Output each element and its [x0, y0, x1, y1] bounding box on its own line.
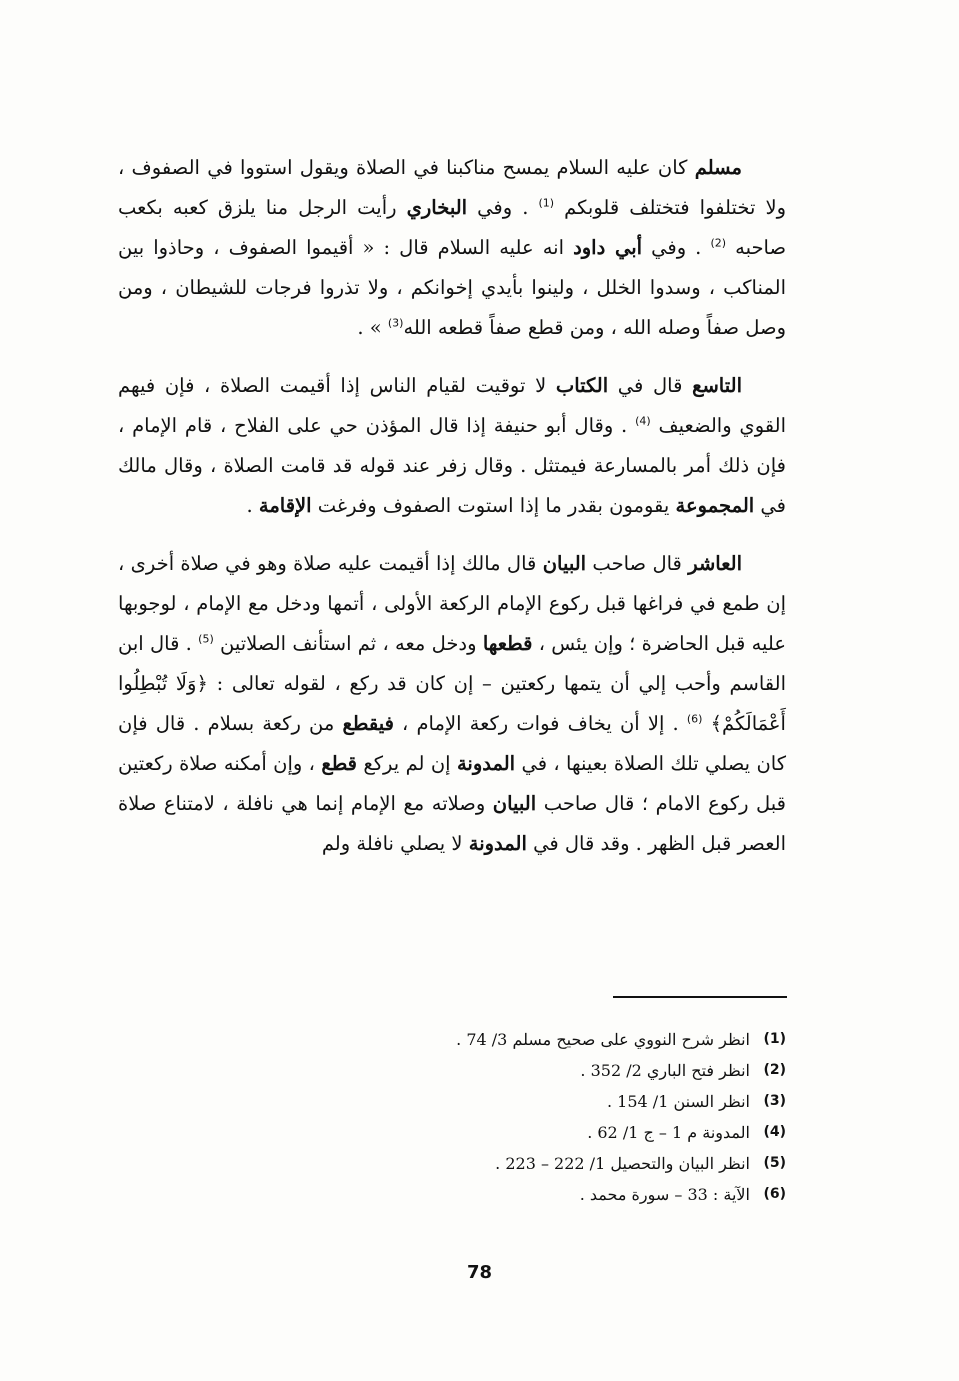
bold-keyword: فيقطع: [342, 712, 394, 735]
text-run: .: [246, 494, 259, 517]
footnote-marker: (2): [710, 236, 727, 250]
bold-keyword: التاسع: [692, 374, 742, 397]
footnote-separator: [613, 996, 787, 998]
footnote-marker: (1): [538, 196, 555, 210]
text-run: ودخل معه ، ثم استأنف الصلاتين: [213, 632, 483, 655]
footnote-number: (3): [763, 1093, 786, 1109]
text-run: قال في: [608, 374, 693, 397]
footnote-text: انظر السنن 1/ 154 .: [606, 1092, 750, 1111]
bold-keyword: المدونة: [468, 832, 527, 855]
text-run: انه عليه السلام قال : « أقيموا الصفوف ، وحاذوا بين المناكب ، وسدوا الخلل ، ولينوا بأيدي إخوانكم ، ولا تذروا فرجات للشيطان ، ومن وصل صفاً وصله الله ، ومن قطع صفاً قطعه الله: [118, 236, 786, 339]
footnote-item: [380, 1148, 786, 1179]
footnote-marker: (5): [198, 632, 214, 646]
text-run: قال صاحب: [586, 552, 689, 575]
text-run: . وقال أبو حنيفة إذا قال المؤذن حي على الفلاح ، قام الإمام ، فإن ذلك أمر بالمسارعة فيمتثل . وقال زفر عند قوله قد قامت الصلاة ، وقال مالك في: [118, 414, 786, 517]
text-run: لا يصلي نافلة ولم: [321, 832, 469, 855]
text-run: إن لم يركع: [357, 752, 457, 775]
text-run: » .: [357, 316, 388, 339]
footnote-number: (5): [763, 1155, 786, 1171]
main-text: [118, 148, 786, 882]
text-run: كان عليه السلام يمسح مناكبنا في الصلاة ويقول استووا في الصفوف ، ولا تختلفوا فتختلف قلوبكم: [118, 156, 786, 219]
footnote-item: [380, 1117, 786, 1148]
footnote-text: المدونة م 1 – ج 1/ 62 .: [587, 1123, 750, 1142]
footnote-text: انظر فتح الباري 2/ 352 .: [580, 1061, 750, 1080]
text-run: يقومون بقدر ما إذا استوت الصفوف وفرغت: [311, 494, 676, 517]
text-run: لا توقيت لقيام الناس إذا أقيمت الصلاة ، فإن فيهم القوي والضعيف: [118, 374, 786, 437]
bold-keyword: العاشر: [688, 552, 743, 575]
footnote-text: انظر شرح النووي على صحيح مسلم 3/ 74 .: [456, 1030, 750, 1049]
bold-keyword: البخاري: [406, 196, 468, 219]
text-run: من ركعة بسلام . قال فإن كان يصلي تلك الصلاة بعينها ، في: [118, 712, 786, 775]
text-run: . إلا أن يخاف فوات ركعة الإمام ،: [393, 712, 687, 735]
bold-keyword: قطع: [321, 752, 358, 775]
footnote-text: انظر البيان والتحصيل 1/ 222 – 223 .: [495, 1154, 750, 1173]
text-run: . وفي: [467, 196, 539, 219]
bold-keyword: قطعها: [482, 632, 533, 655]
text-run: قال مالك إذا أقيمت عليه صلاة وهو في صلاة أخرى ، إن طمع في فراغها قبل ركوع الإمام الركعة الأولى ، أتمها ودخل مع الإمام ، لوجوبها عليه قبل الحاضرة ؛ وإن يئس ،: [118, 552, 786, 655]
text-run: . وفي: [642, 236, 711, 259]
bold-keyword: الإقامة: [258, 494, 312, 517]
bold-keyword: البيان: [492, 792, 537, 815]
footnote-marker: (6): [686, 712, 703, 726]
footnote-marker: (4): [635, 414, 651, 428]
footnote-item: [380, 1024, 786, 1055]
paragraph: [118, 148, 786, 348]
text-run: . قال ابن القاسم وأحب إلي أن يتمها ركعتين – إن كان قد ركع ، لقوله تعالى : ﴿وَلَا تُبْطِلُوا أَعْمَالَكُمْ﴾: [118, 632, 786, 735]
footnote-number: (6): [763, 1186, 786, 1202]
footnote-number: (4): [763, 1124, 786, 1140]
footnote-item: [380, 1055, 786, 1086]
footnotes: [380, 1024, 786, 1210]
bold-keyword: مسلم: [694, 156, 742, 179]
paragraph: [118, 366, 786, 526]
bold-keyword: أبي داود: [573, 236, 643, 259]
footnote-item: [380, 1086, 786, 1117]
bold-keyword: المجموعة: [675, 494, 755, 517]
bold-keyword: الكتاب: [555, 374, 609, 397]
text-run: رأيت الرجل منا يلزق كعبه بكعب صاحبه: [118, 196, 787, 259]
text-run: ، وإن أمكنه صلاة ركعتين قبل ركوع الامام ؛ قال صاحب: [118, 752, 786, 815]
bold-keyword: البيان: [542, 552, 587, 575]
footnote-text: الآية : 33 – سورة محمد .: [579, 1185, 750, 1204]
page-number: 78: [466, 1262, 493, 1283]
footnote-marker: (3): [387, 316, 404, 330]
footnote-number: (2): [763, 1062, 786, 1078]
footnote-number: (1): [763, 1031, 786, 1047]
paragraph: [118, 544, 786, 864]
text-run: وصلاته مع الإمام إنما هي نافلة ، لامتناع صلاة العصر قبل الظهر . وقد قال في: [118, 792, 786, 855]
bold-keyword: المدونة: [456, 752, 516, 775]
footnote-item: [380, 1179, 786, 1210]
